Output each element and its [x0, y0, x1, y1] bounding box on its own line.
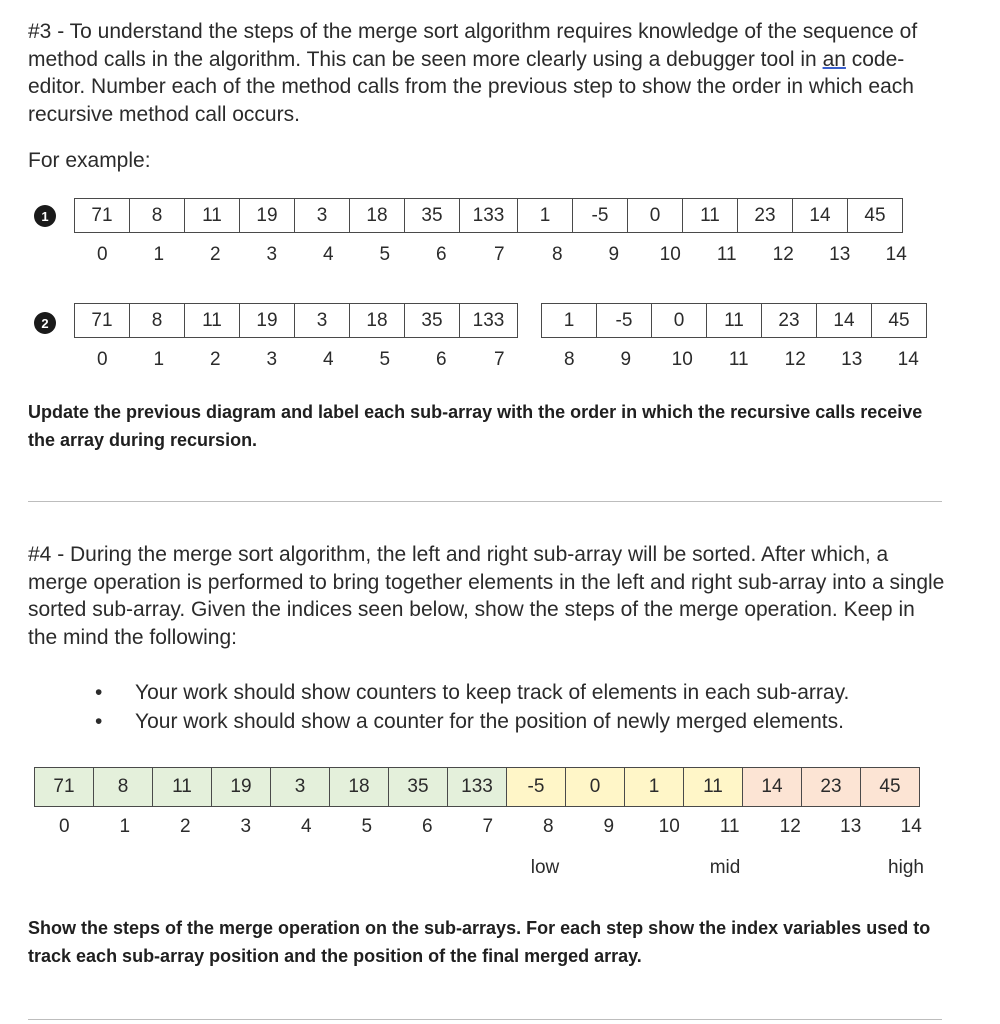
index-label: 3 — [266, 349, 278, 370]
array-cell: 45 — [848, 199, 903, 232]
q3-intro-underlined: an — [822, 47, 846, 71]
step-2-right-subarray — [541, 303, 927, 338]
index-label: 4 — [322, 349, 334, 370]
index-label: 0 — [96, 349, 108, 370]
index-label: 5 — [361, 816, 373, 837]
merge-array — [34, 767, 920, 807]
index-label: 14 — [897, 349, 919, 370]
array-cell: 1 — [542, 304, 597, 337]
array-cell: 35 — [389, 768, 448, 806]
index-label: 5 — [379, 349, 391, 370]
array-cell: 3 — [271, 768, 330, 806]
array-cell: 14 — [743, 768, 802, 806]
array-cell: 35 — [405, 304, 460, 337]
index-label: 10 — [658, 816, 680, 837]
index-label: 2 — [179, 816, 191, 837]
pointer-low: low — [530, 857, 560, 878]
index-label: 2 — [209, 349, 221, 370]
array-cell: 14 — [793, 199, 848, 232]
index-label: 9 — [603, 816, 615, 837]
array-cell: 11 — [683, 199, 738, 232]
array-cell: 19 — [240, 199, 295, 232]
q3-intro — [28, 18, 948, 128]
example-label: For example: — [28, 149, 151, 172]
index-label: 0 — [58, 816, 70, 837]
q4-bullet-list — [95, 678, 849, 736]
array-cell: 1 — [625, 768, 684, 806]
answer-divider-2 — [28, 1019, 942, 1020]
index-label: 8 — [563, 349, 575, 370]
q4-bullet-2: • Your work should show a counter for the position of newly merged elements. — [95, 707, 849, 736]
array-cell: 11 — [707, 304, 762, 337]
step-1-marker: 1 — [34, 205, 56, 227]
index-label: 4 — [322, 244, 334, 265]
index-label: 11 — [716, 244, 737, 265]
q4-instruction: Show the steps of the merge operation on the sub-arrays. For each step show the index variables used to track each sub-array position and the position of the final merged array. — [28, 918, 931, 966]
index-label: 10 — [671, 349, 693, 370]
array-cell: 11 — [153, 768, 212, 806]
array-cell: 71 — [35, 768, 94, 806]
step-2-marker: 2 — [34, 312, 56, 334]
q4-bullet-1: • Your work should show counters to keep track of elements in each sub-array. — [95, 678, 849, 707]
answer-divider-1 — [28, 501, 942, 502]
array-cell: 45 — [861, 768, 920, 806]
index-label: 12 — [772, 244, 794, 265]
index-label: 5 — [379, 244, 391, 265]
array-cell: 71 — [75, 304, 130, 337]
index-label: 0 — [96, 244, 108, 265]
index-label: 14 — [885, 244, 907, 265]
index-label: 12 — [784, 349, 806, 370]
index-label: 11 — [728, 349, 749, 370]
array-cell: 19 — [212, 768, 271, 806]
pointer-mid: mid — [709, 857, 741, 878]
index-label: 6 — [435, 349, 447, 370]
q4-intro: #4 - During the merge sort algorithm, the left and right sub-array will be sorted. After which, a merge operation is performed to bring together elements in the left and right sub-array into a single sorted sub-array. Given the indices seen below, show the steps of the merge operation. Keep in the mind the following: — [28, 543, 945, 649]
array-cell: 18 — [350, 199, 405, 232]
step-2-right-indices — [541, 349, 937, 371]
array-cell: 0 — [566, 768, 625, 806]
index-label: 1 — [119, 816, 131, 837]
index-label: 6 — [435, 244, 447, 265]
array-cell: 14 — [817, 304, 872, 337]
index-label: 7 — [493, 244, 505, 265]
array-cell: 11 — [185, 304, 240, 337]
index-label: 8 — [542, 816, 554, 837]
array-cell: -5 — [597, 304, 652, 337]
index-label: 12 — [779, 816, 801, 837]
array-cell: 19 — [240, 304, 295, 337]
array-cell: 3 — [295, 199, 350, 232]
index-label: 2 — [209, 244, 221, 265]
q3-instruction: Update the previous diagram and label each sub-array with the order in which the recursive calls receive the array during recursion. — [28, 402, 923, 450]
index-label: 13 — [829, 244, 851, 265]
array-cell: 1 — [518, 199, 573, 232]
array-cell: 23 — [802, 768, 861, 806]
q3-intro-text-1: #3 - To understand the steps of the merge sort algorithm requires knowledge of the sequence of method calls in the algorithm. This can be seen more clearly using a debugger tool in — [28, 20, 918, 71]
step-2-left-indices — [74, 349, 529, 371]
merge-indices — [34, 816, 942, 838]
array-cell: 3 — [295, 304, 350, 337]
index-label: 7 — [493, 349, 505, 370]
index-label: 13 — [840, 816, 862, 837]
array-cell: 11 — [684, 768, 743, 806]
array-cell: 133 — [460, 199, 518, 232]
index-label: 3 — [240, 816, 252, 837]
index-label: 10 — [659, 244, 681, 265]
array-cell: 8 — [130, 199, 185, 232]
index-label: 11 — [719, 816, 740, 837]
array-cell: 8 — [94, 768, 153, 806]
index-label: 9 — [620, 349, 632, 370]
q3-intro-text-2: code-editor. Number each of the method calls from the previous step to show the order in which each recursive method call occurs. — [28, 47, 914, 126]
index-label: 3 — [266, 244, 278, 265]
array-cell: 0 — [628, 199, 683, 232]
array-cell: 18 — [350, 304, 405, 337]
index-label: 4 — [300, 816, 312, 837]
index-label: 13 — [841, 349, 863, 370]
array-cell: 23 — [738, 199, 793, 232]
index-label: 8 — [551, 244, 563, 265]
index-label: 1 — [153, 349, 165, 370]
step-2-left-subarray — [74, 303, 518, 338]
array-cell: 8 — [130, 304, 185, 337]
array-cell: 133 — [448, 768, 507, 806]
index-label: 9 — [608, 244, 620, 265]
step-1-array — [74, 198, 903, 233]
step-1-indices — [74, 244, 925, 266]
array-cell: 23 — [762, 304, 817, 337]
array-cell: 0 — [652, 304, 707, 337]
index-label: 7 — [482, 816, 494, 837]
array-cell: 133 — [460, 304, 518, 337]
index-label: 6 — [421, 816, 433, 837]
array-cell: 35 — [405, 199, 460, 232]
index-label: 1 — [153, 244, 165, 265]
pointer-high: high — [888, 857, 924, 878]
array-cell: -5 — [507, 768, 566, 806]
index-label: 14 — [900, 816, 922, 837]
array-cell: 45 — [872, 304, 927, 337]
array-cell: -5 — [573, 199, 628, 232]
array-cell: 71 — [75, 199, 130, 232]
array-cell: 11 — [185, 199, 240, 232]
array-cell: 18 — [330, 768, 389, 806]
